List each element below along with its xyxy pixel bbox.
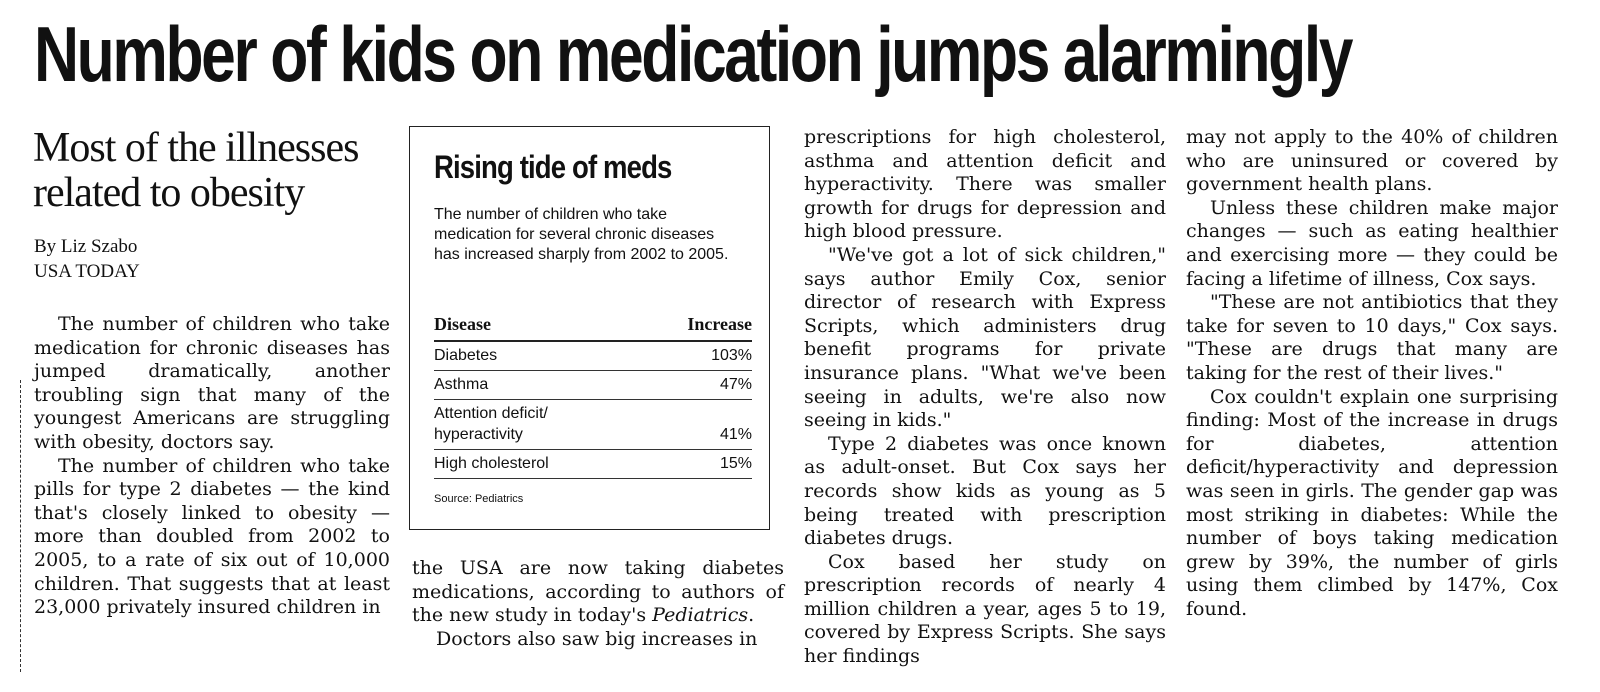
- table-header: [434, 310, 752, 342]
- sidebar-intro: The number of children who take medication for several chronic diseases has increased sharply from 2002 to 2005.: [434, 206, 729, 263]
- table-row: [434, 450, 752, 479]
- paragraph: "We've got a lot of sick children," says author Emily Cox, senior director of research with Express Scripts, which administers drug benefit programs for private insurance plans. "What we've been seeing in adults, we're also now seeing in kids.": [804, 243, 1166, 432]
- paragraph: Cox couldn't explain one surprising finding: Most of the increase in drugs for diabetes, attention deficit/hyperactivity and depression was seen in girls. The gender gap was most striking in diabetes: While the number of boys taking medication grew by 39%, the number of girls using them climbed by 147%, Cox found.: [1186, 385, 1558, 620]
- row-disease: Asthma: [434, 376, 489, 393]
- sidebar-table: [434, 310, 752, 479]
- column-dashed-rule: [20, 380, 21, 672]
- article-column-3: [804, 126, 1166, 669]
- byline-author: By Liz Szabo: [34, 236, 138, 257]
- paragraph-text: the USA are now taking diabetes medications, according to authors of the new study in today's: [412, 557, 784, 627]
- row-disease: High cholesterol: [434, 455, 549, 472]
- row-increase: 41%: [719, 426, 752, 443]
- paragraph: "These are not antibiotics that they take for seven to 10 days," Cox says. "These are drugs that many are taking for the rest of their lives.": [1186, 291, 1558, 384]
- row-disease: Attention deficit/ hyperactivity: [434, 405, 548, 443]
- row-increase: 47%: [719, 376, 752, 393]
- article-column-2: [412, 557, 784, 651]
- paragraph: The number of children who take pills for type 2 diabetes — the kind that's closely linked to obesity — more than doubled from 2002 to 2005, to a rate of six out of 10,000 children. That suggests that at least 23,000 privately insured children in: [34, 454, 390, 619]
- paragraph: Doctors also saw big increases in: [436, 627, 758, 650]
- paragraph: The number of children who take medication for chronic diseases has jumped dramatically, another troubling sign that many of the youngest Americans are struggling with obesity, doctors say.: [34, 313, 390, 453]
- table-row: [434, 342, 752, 371]
- journal-name: Pediatrics: [652, 604, 749, 627]
- byline-outlet: USA TODAY: [34, 261, 140, 282]
- col-disease-header: Disease: [434, 314, 491, 334]
- paragraph-continued: prescriptions for high cholesterol, asthma and attention deficit and hyperactivity. There was smaller growth for drugs for depression and high blood pressure.: [804, 126, 1166, 243]
- row-increase: 15%: [719, 455, 752, 472]
- table-row: [434, 400, 752, 450]
- article-column-4: [1186, 126, 1558, 621]
- deck-subheadline: Most of the illnesses related to obesity: [33, 125, 359, 216]
- table-row: [434, 371, 752, 400]
- col-increase-header: Increase: [687, 314, 752, 334]
- paragraph: Type 2 diabetes was once known as adult-onset. But Cox says her records show kids as young as 5 being treated with prescription diabetes drugs.: [804, 432, 1166, 550]
- article-column-1: [34, 313, 390, 620]
- paragraph: Unless these children make major changes — such as eating healthier and exercising more — they could be facing a lifetime of illness, Cox says.: [1186, 196, 1558, 290]
- row-increase: 103%: [711, 347, 752, 364]
- paragraph: Cox based her study on prescription records of nearly 4 million children a year, ages 5 to 19, covered by Express Scripts. She says her findings: [804, 550, 1166, 668]
- headline: Number of kids on medication jumps alarmingly: [34, 10, 1352, 98]
- period: .: [748, 604, 755, 627]
- paragraph-continued: may not apply to the 40% of children who are uninsured or covered by government health plans.: [1186, 126, 1558, 196]
- sidebar-source: Source: Pediatrics: [434, 493, 524, 505]
- byline: [34, 234, 394, 284]
- sidebar-title: Rising tide of meds: [434, 149, 672, 185]
- paragraph-continued: [412, 557, 784, 628]
- row-disease: Diabetes: [434, 347, 498, 364]
- sidebar-box: [409, 126, 770, 530]
